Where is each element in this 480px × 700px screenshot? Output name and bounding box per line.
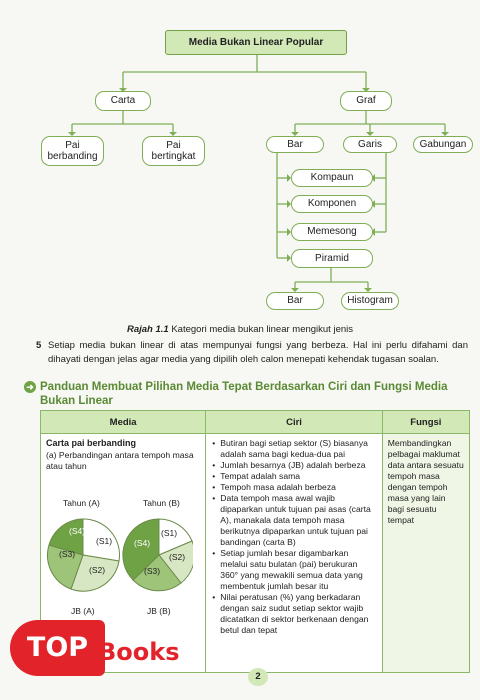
caption-label: Rajah 1.1 xyxy=(126,324,169,335)
node-histogram: Histogram xyxy=(341,292,399,310)
page-number: 2 xyxy=(248,668,268,686)
node-bar-2: Bar xyxy=(266,292,324,310)
logo-books: Books xyxy=(98,638,180,666)
arrow-right-icon: ➜ xyxy=(24,381,36,393)
media-title: Carta pai berbanding xyxy=(46,438,137,448)
node-memesong: Memesong xyxy=(291,223,373,241)
pie-b-label-s3: (S3) xyxy=(144,566,161,576)
pie-a-title: Tahun (A) xyxy=(63,498,100,508)
paragraph-text: Setiap media bukan linear di atas mempunyai fungsi yang berbeza. Hal ini perlu difahami dan dihayati dengan jelas agar media yang dipilih oleh calon menepati kehendak tugasan soalan. xyxy=(48,340,468,365)
topbooks-logo xyxy=(10,600,190,690)
logo-top: TOP xyxy=(10,620,105,676)
node-gabungan: Gabungan xyxy=(413,136,473,153)
ciri-item: • Nilai peratusan (%) yang berkadaran dengan saiz sudut setiap sektor wajib dicatatkan di sektor berkenaan dengan betul dan tepat xyxy=(220,592,376,636)
ciri-item: • Data tempoh masa awal wajib dipaparkan untuk tujuan pai asas (carta A), manakala data tempoh masa berikutnya dipaparkan untuk tujuan pai bandingan (carta B) xyxy=(220,493,376,548)
pie-b-label-s2: (S2) xyxy=(169,552,186,562)
ciri-item: • Tempoh masa adalah berbeza xyxy=(220,482,376,493)
node-komponen: Komponen xyxy=(291,195,373,213)
section-heading xyxy=(26,380,460,408)
pie-a-label-s1: (S1) xyxy=(96,536,113,546)
pie-b-title: Tahun (B) xyxy=(143,498,180,508)
header-ciri: Ciri xyxy=(206,411,382,434)
header-fungsi: Fungsi xyxy=(382,411,469,434)
media-subtitle: (a) Perbandingan antara tempoh masa atau tahun xyxy=(46,450,194,471)
pie-a-caption: JB (A) xyxy=(71,606,95,616)
header-media: Media xyxy=(41,411,206,434)
table-header-row xyxy=(41,411,470,434)
figure-caption xyxy=(0,324,480,335)
node-piramid: Piramid xyxy=(291,249,373,268)
node-pai-bertingkat: Pai bertingkat xyxy=(142,136,205,166)
ciri-item: • Jumlah besarnya (JB) adalah berbeza xyxy=(220,460,376,471)
ciri-item: • Tempat adalah sama xyxy=(220,471,376,482)
paragraph-5 xyxy=(36,339,468,367)
pie-b-caption: JB (B) xyxy=(147,606,171,616)
caption-text: Kategori media bukan linear mengikut jenis xyxy=(168,324,354,335)
node-pai-berbanding: Pai berbanding xyxy=(41,136,104,166)
pie-a-label-s3: (S3) xyxy=(59,549,76,559)
ciri-cell xyxy=(206,434,382,673)
pie-b-label-s1: (S1) xyxy=(161,528,178,538)
pie-a-label-s4: (S4) xyxy=(69,526,86,536)
node-bar: Bar xyxy=(266,136,324,153)
pie-a-label-s2: (S2) xyxy=(89,565,106,575)
node-kompaun: Kompaun xyxy=(291,169,373,187)
section-title: Panduan Membuat Pilihan Media Tepat Berdasarkan Ciri dan Fungsi Media Bukan Linear xyxy=(40,381,448,407)
fungsi-cell xyxy=(382,434,469,673)
node-carta: Carta xyxy=(95,91,151,111)
node-garis: Garis xyxy=(343,136,397,153)
paragraph-number: 5 xyxy=(36,340,42,351)
node-graf: Graf xyxy=(340,91,392,111)
ciri-item: • Butiran bagi setiap sektor (S) biasanya adalah sama bagi kedua-dua pai xyxy=(220,438,376,460)
ciri-list xyxy=(211,438,376,636)
node-root: Media Bukan Linear Popular xyxy=(165,30,347,55)
ciri-item: • Setiap jumlah besar digambarkan melalui satu bulatan (pai) berukuran 360° yang mewakili semua data yang membentuk jumlah besar itu xyxy=(220,548,376,592)
fungsi-text: Membandingkan pelbagai maklumat data antara sesuatu tempoh masa dengan tempoh masa yang lain bagi sesuatu tempat xyxy=(387,438,464,525)
pie-b-label-s4: (S4) xyxy=(134,538,151,548)
